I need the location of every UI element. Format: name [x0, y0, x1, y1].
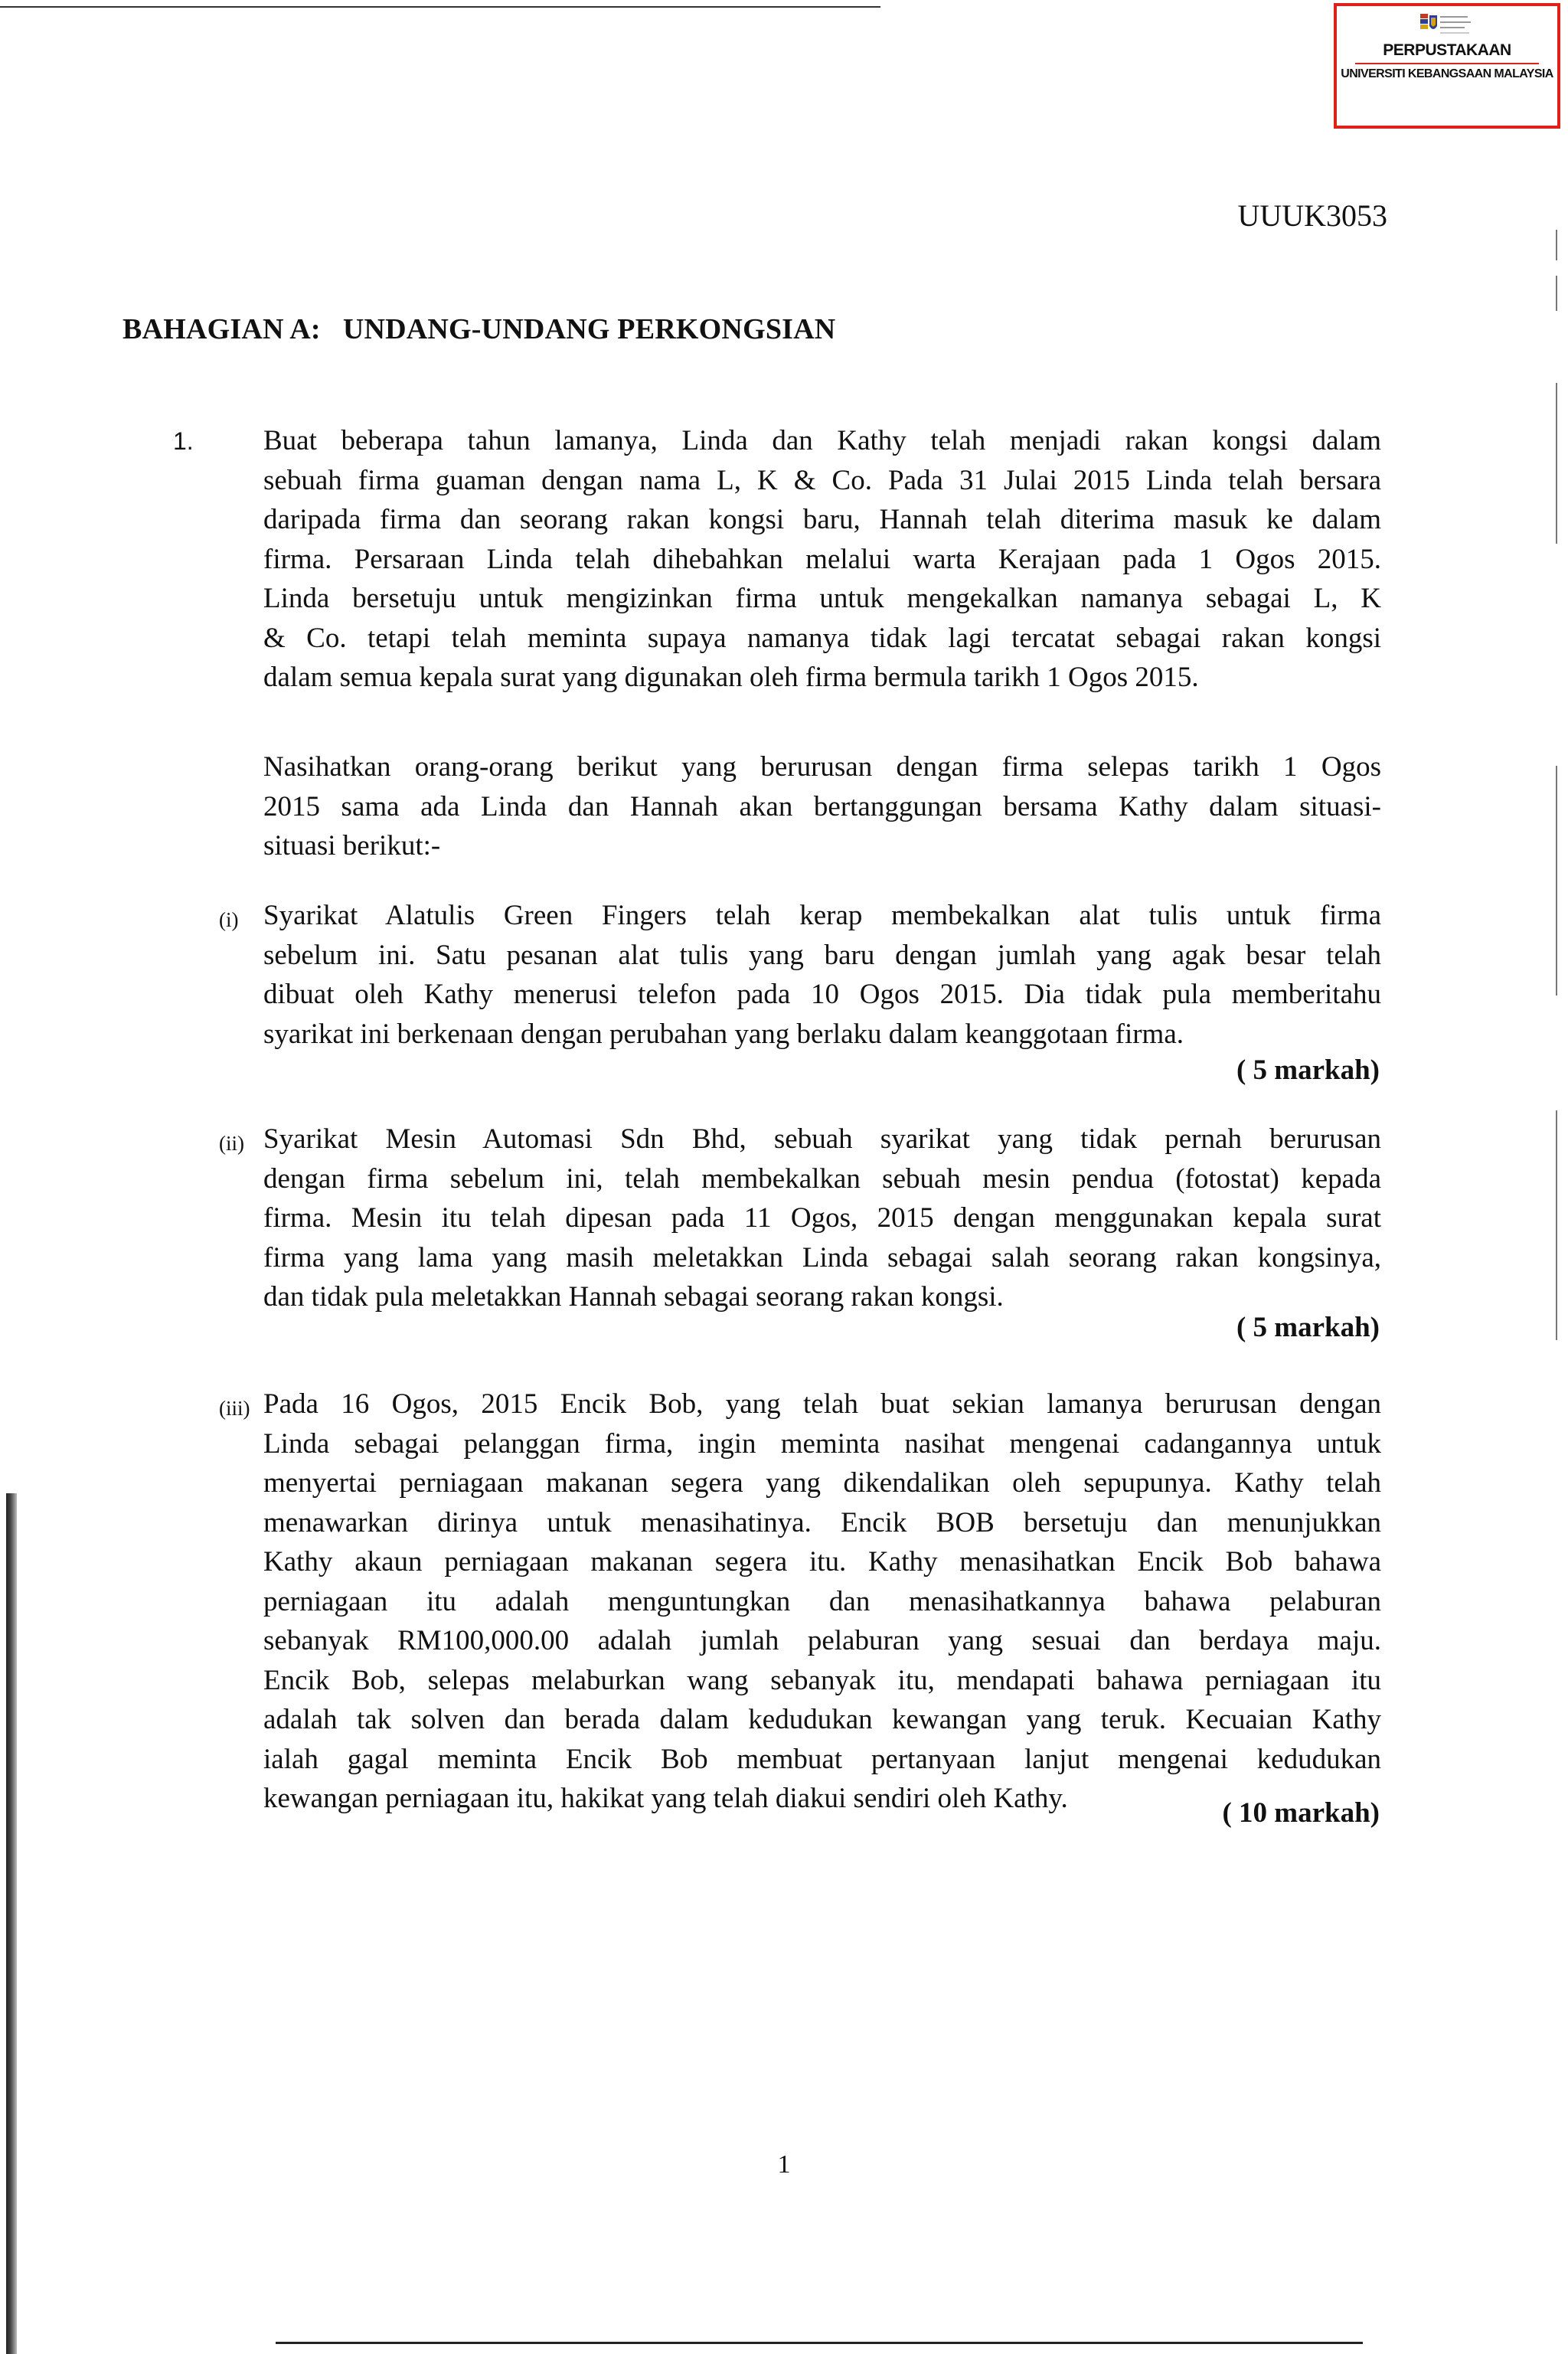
text-line: perniagaan itu adalah menguntungkan dan menasihatkannya bahawa pelaburan	[263, 1585, 1381, 1617]
text-line: sebanyak RM100,000.00 adalah jumlah pelaburan yang sesuai dan berdaya maju.	[263, 1625, 1381, 1656]
text-line: sebuah firma guaman dengan nama L, K & Co. Pada 31 Julai 2015 Linda telah bersara	[263, 464, 1381, 496]
part-label: (iii)	[219, 1397, 250, 1420]
part-text	[263, 896, 1381, 1054]
marks-label: ( 5 markah)	[1236, 1312, 1380, 1343]
text-line: Linda sebagai pelanggan firma, ingin meminta nasihat mengenai cadangannya untuk	[263, 1427, 1381, 1460]
text-line: dalam semua kepala surat yang digunakan oleh firma bermula tarikh 1 Ogos 2015.	[263, 662, 1199, 693]
scan-bottom-rule	[276, 2342, 1363, 2344]
scan-right-mark	[1556, 766, 1557, 996]
text-line: syarikat ini berkenaan dengan perubahan yang berlaku dalam keanggotaan firma.	[263, 1018, 1184, 1050]
stamp-library-name: PERPUSTAKAAN	[1383, 41, 1511, 59]
scan-right-mark	[1556, 1110, 1557, 1340]
text-line: dibuat oleh Kathy menerusi telefon pada 10 Ogos 2015. Dia tidak pula memberitahu	[263, 979, 1381, 1010]
text-line: Pada 16 Ogos, 2015 Encik Bob, yang telah buat sekian lamanya berurusan dengan	[263, 1388, 1381, 1420]
question-number: 1.	[173, 427, 194, 455]
text-line: & Co. tetapi telah meminta supaya namanya tidak lagi tercatat sebagai rakan kongsi	[263, 622, 1381, 654]
text-line: daripada firma dan seorang rakan kongsi baru, Hannah telah diterima masuk ke dalam	[263, 504, 1381, 535]
text-line: Syarikat Mesin Automasi Sdn Bhd, sebuah syarikat yang tidak pernah berurusan	[263, 1123, 1381, 1155]
part-text	[263, 1385, 1381, 1819]
scan-right-mark	[1556, 276, 1557, 311]
text-line: firma yang lama yang masih meletakkan Linda sebagai salah seorang rakan kongsinya,	[263, 1241, 1381, 1273]
question-intro	[263, 421, 1381, 698]
text-line: menawarkan dirinya untuk menasihatinya. Encik BOB bersetuju dan menunjukkan	[263, 1506, 1381, 1538]
text-line: ialah gagal meminta Encik Bob membuat pertanyaan lanjut mengenai kedudukan	[263, 1743, 1381, 1775]
scan-right-mark	[1556, 230, 1557, 260]
university-crest-icon	[1420, 12, 1474, 40]
text-line: dan tidak pula meletakkan Hannah sebagai seorang rakan kongsi.	[263, 1281, 1004, 1313]
text-line: adalah tak solven dan berada dalam kedudukan kewangan yang teruk. Kecuaian Kathy	[263, 1704, 1381, 1735]
text-line: dengan firma sebelum ini, telah membekalkan sebuah mesin pendua (fotostat) kepada	[263, 1162, 1381, 1195]
section-heading: BAHAGIAN A: UNDANG-UNDANG PERKONGSIAN	[122, 313, 836, 345]
marks-label: ( 5 markah)	[1236, 1054, 1380, 1086]
text-line: Encik Bob, selepas melaburkan wang sebanyak itu, mendapati bahawa perniagaan itu	[263, 1664, 1381, 1696]
text-line: firma. Persaraan Linda telah dihebahkan melalui warta Kerajaan pada 1 Ogos 2015.	[263, 543, 1381, 575]
part-label: (ii)	[219, 1132, 244, 1155]
text-line: kewangan perniagaan itu, hakikat yang telah diakui sendiri oleh Kathy.	[263, 1783, 1068, 1814]
text-line: Nasihatkan orang-orang berikut yang berurusan dengan firma selepas tarikh 1 Ogos	[263, 751, 1381, 783]
page-number: 1	[777, 2150, 791, 2179]
library-stamp	[1334, 3, 1560, 129]
text-line: firma. Mesin itu telah dipesan pada 11 Ogos, 2015 dengan menggunakan kepala surat	[263, 1202, 1381, 1234]
scan-top-rule	[0, 6, 880, 8]
stamp-divider	[1355, 63, 1539, 64]
text-line: situasi berikut:-	[263, 830, 441, 861]
marks-label: ( 10 markah)	[1222, 1797, 1380, 1829]
text-line: menyertai perniagaan makanan segera yang dikendalikan oleh sepupunya. Kathy telah	[263, 1467, 1381, 1499]
stamp-university-name: UNIVERSITI KEBANGSAAN MALAYSIA	[1341, 67, 1553, 80]
text-line: Kathy akaun perniagaan makanan segera itu. Kathy menasihatkan Encik Bob bahawa	[263, 1546, 1381, 1578]
text-line: 2015 sama ada Linda dan Hannah akan bertanggungan bersama Kathy dalam situasi-	[263, 790, 1381, 822]
scan-right-mark	[1556, 383, 1557, 544]
question-advice	[263, 747, 1381, 866]
scan-left-edge-shadow	[6, 1493, 17, 2354]
part-label: (i)	[219, 908, 239, 931]
text-line: Syarikat Alatulis Green Fingers telah kerap membekalkan alat tulis untuk firma	[263, 900, 1381, 931]
course-code: UUUK3053	[1237, 198, 1387, 233]
text-line: Linda bersetuju untuk mengizinkan firma untuk mengekalkan namanya sebagai L, K	[263, 583, 1381, 614]
text-line: Buat beberapa tahun lamanya, Linda dan Kathy telah menjadi rakan kongsi dalam	[263, 425, 1381, 456]
part-text	[263, 1120, 1381, 1317]
text-line: sebelum ini. Satu pesanan alat tulis yang baru dengan jumlah yang agak besar telah	[263, 939, 1381, 971]
